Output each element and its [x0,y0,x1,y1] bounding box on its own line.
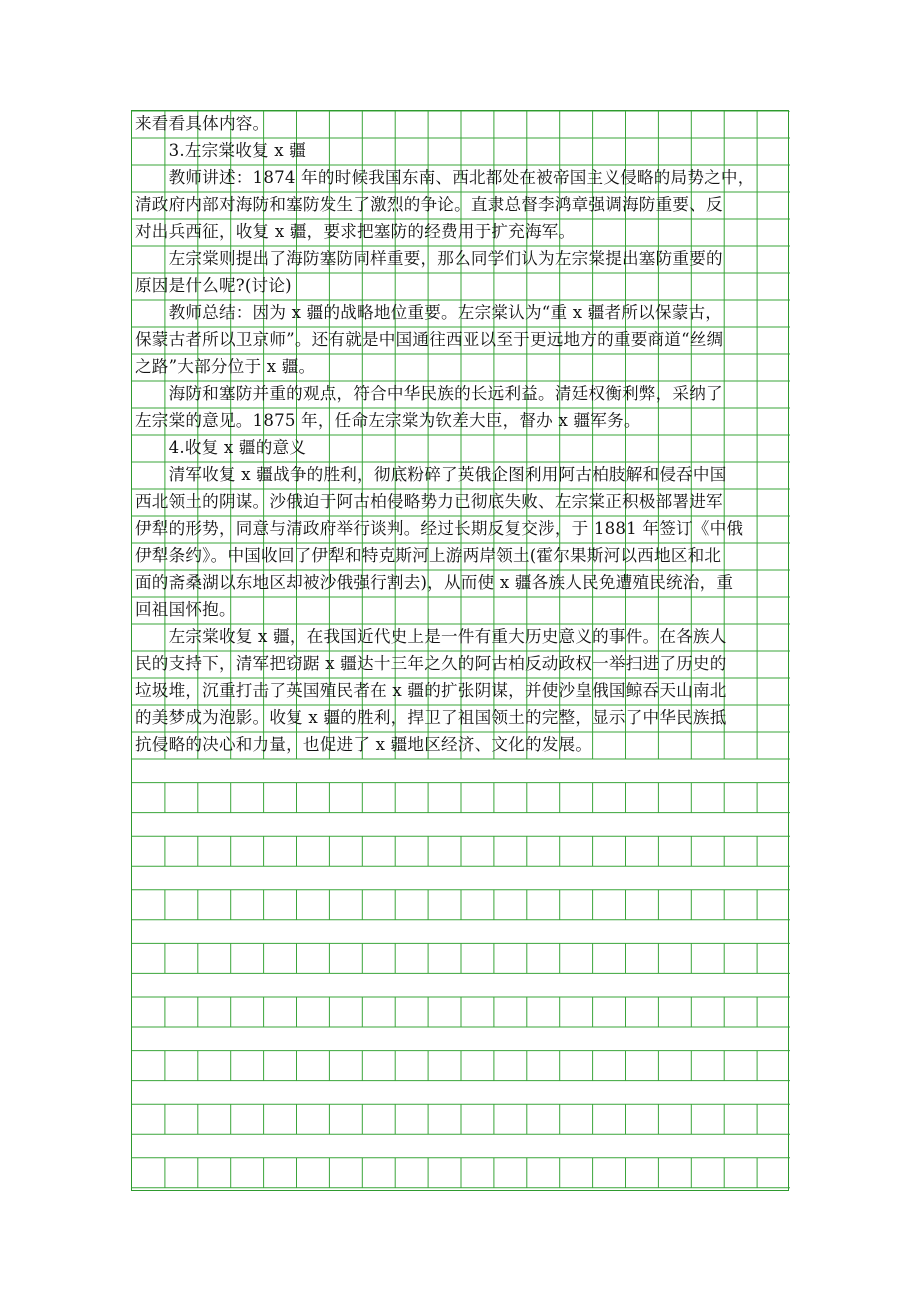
text-line: 对出兵西征，收复 x 疆，要求把塞防的经费用于扩充海军。 [135,222,576,241]
text-line: 抗侵略的决心和力量，也促进了 x 疆地区经济、文化的发展。 [135,735,593,754]
text-line: 左宗棠收复 x 疆，在我国近代史上是一件有重大历史意义的事件。在各族人 [135,627,727,646]
text-line: 左宗棠的意见。1875 年，任命左宗棠为钦差大臣，督办 x 疆军务。 [135,411,641,430]
text-line: 西北领土的阴谋。沙俄迫于阿古柏侵略势力已彻底失败、左宗棠正积极部署进军 [135,492,723,511]
text-line: 的美梦成为泡影。收复 x 疆的胜利，捍卫了祖国领土的完整，显示了中华民族抵 [135,708,727,727]
text-line: 4.收复 x 疆的意义 [135,438,307,457]
text-line: 3.左宗棠收复 x 疆 [135,141,307,160]
document-body [132,111,788,1190]
text-line: 之路”大部分位于 x 疆。 [135,357,316,376]
text-line: 来看看具体内容。 [135,114,270,133]
text-line: 教师讲述：1874 年的时候我国东南、西北都处在被帝国主义侵略的局势之中， [135,168,755,187]
text-line: 回祖国怀抱。 [135,600,236,619]
text-line: 面的斋桑湖以东地区却被沙俄强行割去)，从而使 x 疆各族人民免遭殖民统治，重 [135,573,734,592]
text-line: 清军收复 x 疆战争的胜利，彻底粉碎了英俄企图利用阿古柏肢解和侵吞中国 [135,465,727,484]
grid-paper [131,110,789,1191]
text-line: 海防和塞防并重的观点，符合中华民族的长远利益。清廷权衡利弊，采纳了 [135,384,723,403]
text-line: 民的支持下，清军把窃踞 x 疆达十三年之久的阿古柏反动政权一举扫进了历史的 [135,654,727,673]
text-line: 教师总结：因为 x 疆的战略地位重要。左宗棠认为“重 x 疆者所以保蒙古， [135,303,723,322]
text-line: 原因是什么呢?(讨论) [135,276,292,295]
text-line: 左宗棠则提出了海防塞防同样重要，那么同学们认为左宗棠提出塞防重要的 [135,249,723,268]
text-line: 垃圾堆，沉重打击了英国殖民者在 x 疆的扩张阴谋，并使沙皇俄国鲸吞天山南北 [135,681,727,700]
text-line: 保蒙古者所以卫京师”。还有就是中国通往西亚以至于更远地方的重要商道“丝绸 [135,330,724,349]
text-line: 伊犁的形势，同意与清政府举行谈判。经过长期反复交涉，于 1881 年签订《中俄 [135,519,744,538]
text-line: 伊犁条约》。中国收回了伊犁和特克斯河上游两岸领土(霍尔果斯河以西地区和北 [135,546,722,565]
text-line: 清政府内部对海防和塞防发生了激烈的争论。直隶总督李鸿章强调海防重要、反 [135,195,723,214]
